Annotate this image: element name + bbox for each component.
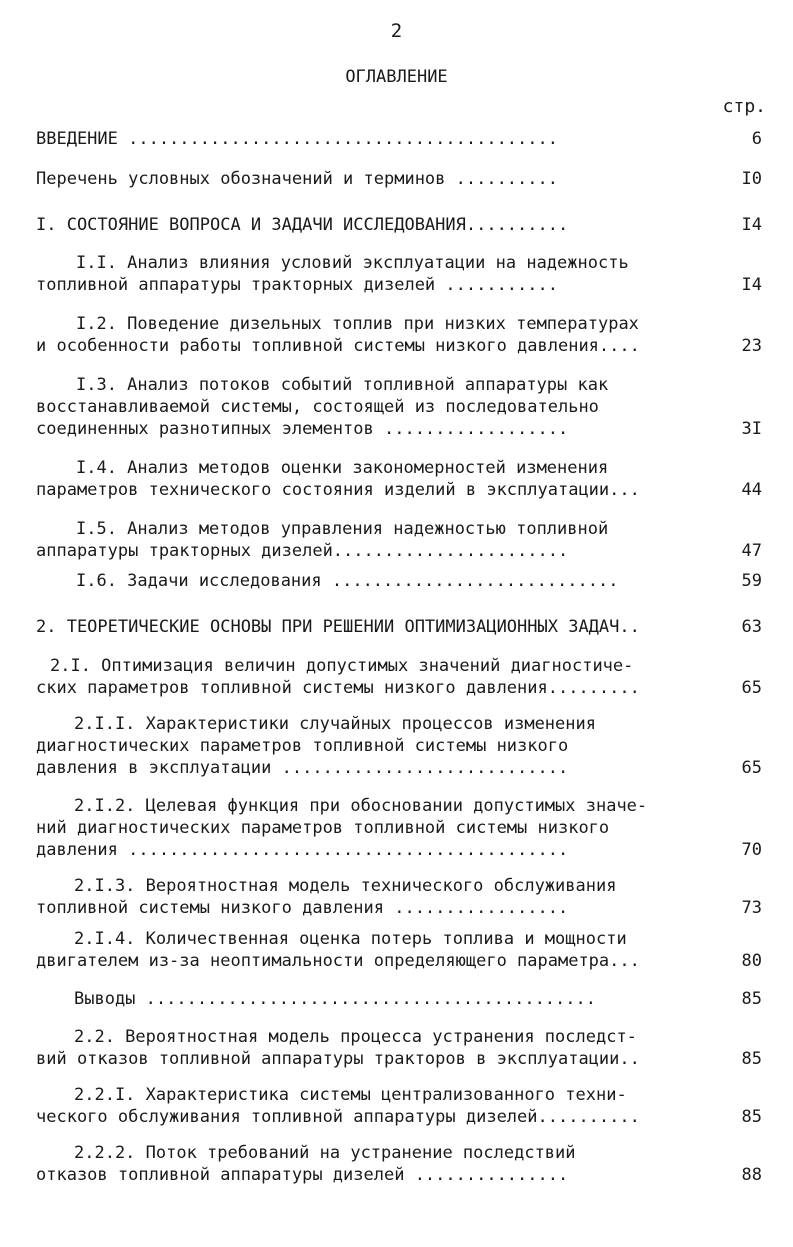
toc-entry-text: 2.I.2. Целевая функция при обосновании допустимых значе- ний диагностических параметров топливной системы низкого давления ........................................... [36,796,648,860]
toc-entry-text: 2.2.2. Поток требований на устранение последствий отказов топливной аппаратуры дизелей ............... [36,1143,576,1185]
toc-entry-page: I4 [741,275,762,295]
toc-entry-text: 2.I. Оптимизация величин допустимых значений диагностиче- ских параметров топливной системы низкого давления......... [36,656,640,698]
toc-entry-1-2 [36,313,766,357]
toc-entry-page: 85 [741,1107,762,1127]
toc-entry-2-1-1 [36,713,766,779]
toc-entry-2-2-1 [36,1084,766,1128]
toc-entry-text: Выводы ............................................ [74,989,596,1009]
toc-entry-2-2 [36,1026,766,1070]
toc-entry-text: I.3. Анализ потоков событий топливной аппаратуры как восстанавливаемой системы, состоящей из последовательно соединенных разнотипных элементов .................. [36,375,609,439]
toc-entry-text: 2. ТЕОРЕТИЧЕСКИЕ ОСНОВЫ ПРИ РЕШЕНИИ ОПТИМИЗАЦИОННЫХ ЗАДАЧ.. [36,617,640,637]
toc-entry-page: 70 [741,840,762,860]
toc-entry-page: 73 [741,898,762,918]
toc-entry-introduction [36,128,766,150]
toc-entry-page: 59 [741,571,762,591]
toc-entry-text: 2.2.I. Характеристика системы централизованного техни- ческого обслуживания топливной аппаратуры дизелей.......... [36,1085,640,1127]
toc-entry-2-2-2 [36,1142,766,1186]
toc-entry-text: I.5. Анализ методов управления надежностью топливной аппаратуры тракторных дизелей....................... [36,519,609,561]
toc-entry-page: 85 [741,989,762,1009]
toc-entry-text: Перечень условных обозначений и терминов .......... [36,169,558,189]
toc-entry-page: 85 [741,1049,762,1069]
toc-entry-text: I.4. Анализ методов оценки закономерностей изменения параметров технического состояния изделий в эксплуатации... [36,458,640,500]
toc-entry-page: 88 [741,1165,762,1185]
toc-entry-page: 44 [741,480,762,500]
toc-entry-page: 65 [741,758,762,778]
page-number: 2 [390,20,403,42]
toc-entry-2-1-4 [36,928,766,972]
toc-entry-chapter-2 [36,616,766,638]
toc-entry-page: 63 [741,617,762,637]
toc-entry-page: 3I [741,419,762,439]
toc-entry-1-6 [36,570,766,592]
toc-entry-text: I.2. Поведение дизельных топлив при низких температурах и особенности работы топливной системы низкого давления.... [36,314,640,356]
toc-entry-text: I. СОСТОЯНИЕ ВОПРОСА И ЗАДАЧИ ИССЛЕДОВАНИЯ.......... [36,215,569,235]
toc-entry-2-1-2 [36,795,766,861]
toc-entry-page: 65 [741,678,762,698]
page-column-label: стр. [722,96,766,117]
toc-entry-text: 2.I.I. Характеристики случайных процессов изменения диагностических параметров топливной системы низкого давления в эксплуатации ............................ [36,714,596,778]
toc-entry-text: ВВЕДЕНИЕ .......................................... [36,129,558,149]
toc-entry-1-1 [36,252,766,296]
toc-entry-page: 47 [741,541,762,561]
toc-entry-page: 6 [751,129,762,149]
toc-entry-text: 2.I.3. Вероятностная модель технического обслуживания топливной системы низкого давления ................. [36,876,617,918]
toc-entry-page: 80 [741,951,762,971]
toc-entry-text: I.I. Анализ влияния условий эксплуатации на надежность топливной аппаратуры тракторных дизелей ........... [36,253,629,295]
toc-entry-text: I.6. Задачи исследования ............................ [76,571,619,591]
toc-entry-chapter-1 [36,214,766,236]
toc-entry-page: I0 [741,169,762,189]
toc-title: ОГЛАВЛЕНИЕ [345,67,448,87]
toc-entry-text: 2.2. Вероятностная модель процесса устранения последст- вий отказов топливной аппаратуры тракторов в эксплуатации.. [36,1027,640,1069]
toc-entry-2-1 [36,655,766,699]
toc-entry-1-4 [36,457,766,501]
toc-entry-1-3 [36,374,766,440]
toc-entry-page: 23 [741,336,762,356]
toc-entry-text: 2.I.4. Количественная оценка потерь топлива и мощности двигателем из-за неоптимальности определяющего параметра... [36,929,640,971]
table-of-contents [36,128,766,1186]
toc-entry-page: I4 [741,215,762,235]
toc-entry-1-5 [36,518,766,562]
toc-entry-terms [36,168,766,190]
toc-entry-2-1-3 [36,875,766,919]
toc-entry-conclusions [36,988,766,1010]
